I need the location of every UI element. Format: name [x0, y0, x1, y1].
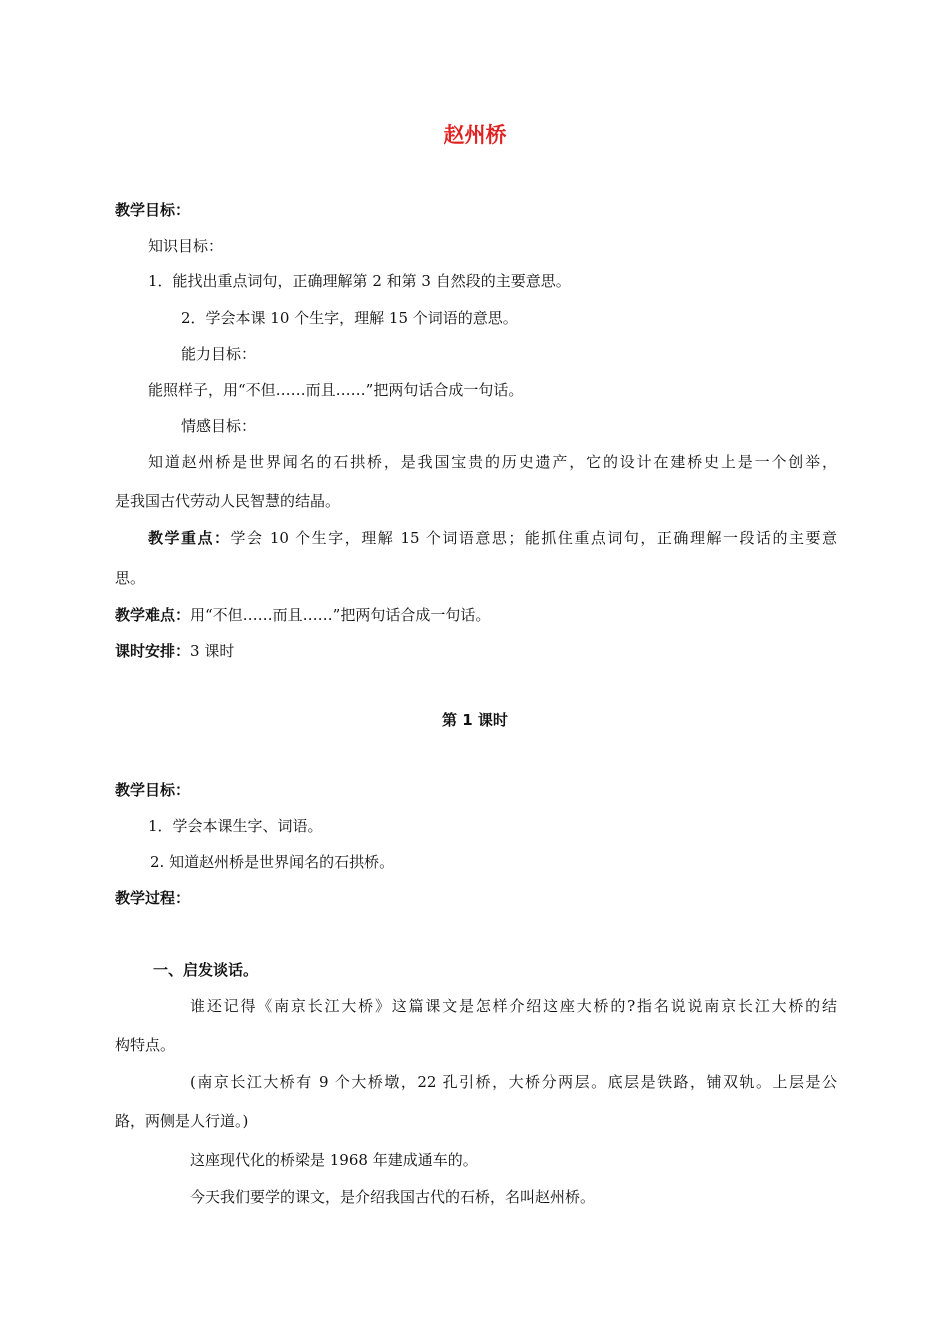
difficulty-text: 用“不但……而且……”把两句话合成一句话。 [190, 606, 491, 624]
lesson-1-goals-heading: 教学目标： [115, 781, 191, 799]
paragraph-1-line-1: 谁还记得《南京长江大桥》这篇课文是怎样介绍这座大桥的?指名说说南京长江大桥的结 [190, 997, 837, 1015]
key-points-label: 教学重点： [148, 529, 231, 547]
knowledge-goal-item-2: 2．学会本课 10 个生字，理解 15 个词语的意思。 [181, 309, 518, 327]
ability-goal-item: 能照样子，用“不但……而且……”把两句话合成一句话。 [148, 381, 524, 399]
emotion-goal-line-2: 是我国古代劳动人民智慧的结晶。 [115, 492, 341, 510]
paragraph-3: 这座现代化的桥梁是 1968 年建成通车的。 [190, 1151, 478, 1169]
lesson-1-goal-2: 2. 知道赵州桥是世界闻名的石拱桥。 [150, 853, 395, 871]
document-title: 赵州桥 [443, 123, 507, 147]
knowledge-goal-item-1: 1．能找出重点词句，正确理解第 2 和第 3 自然段的主要意思。 [148, 272, 571, 290]
lesson-1-goal-1: 1．学会本课生字、词语。 [148, 817, 323, 835]
process-heading: 教学过程： [115, 889, 191, 907]
lesson-1-heading: 第 1 课时 [442, 711, 508, 729]
section-1-heading: 一、启发谈话。 [153, 961, 259, 979]
schedule-line [115, 641, 234, 661]
schedule-text: 3 课时 [190, 642, 235, 660]
key-points-text: 学会 10 个生字，理解 15 个词语意思；能抓住重点词句，正确理解一段话的主要意 [230, 529, 837, 547]
schedule-label: 课时安排： [115, 642, 191, 660]
key-points-line-1 [148, 528, 837, 548]
goals-heading: 教学目标： [115, 201, 191, 219]
difficulty-label: 教学难点： [115, 606, 191, 624]
paragraph-2-line-1: (南京长江大桥有 9 个大桥墩，22 孔引桥，大桥分两层。底层是铁路，铺双轨。上层是公 [190, 1073, 837, 1091]
emotion-goal-line-1: 知道赵州桥是世界闻名的石拱桥，是我国宝贵的历史遗产，它的设计在建桥史上是一个创举， [148, 453, 837, 471]
ability-goal-label: 能力目标： [181, 345, 257, 363]
difficulty-line [115, 605, 490, 625]
paragraph-2-line-2: 路，两侧是人行道。) [115, 1112, 249, 1130]
emotion-goal-label: 情感目标： [181, 417, 257, 435]
key-points-line-2: 思。 [115, 569, 146, 587]
paragraph-1-line-2: 构特点。 [115, 1036, 176, 1054]
knowledge-goal-label: 知识目标： [148, 237, 224, 255]
paragraph-4: 今天我们要学的课文，是介绍我国古代的石桥，名叫赵州桥。 [190, 1188, 596, 1206]
